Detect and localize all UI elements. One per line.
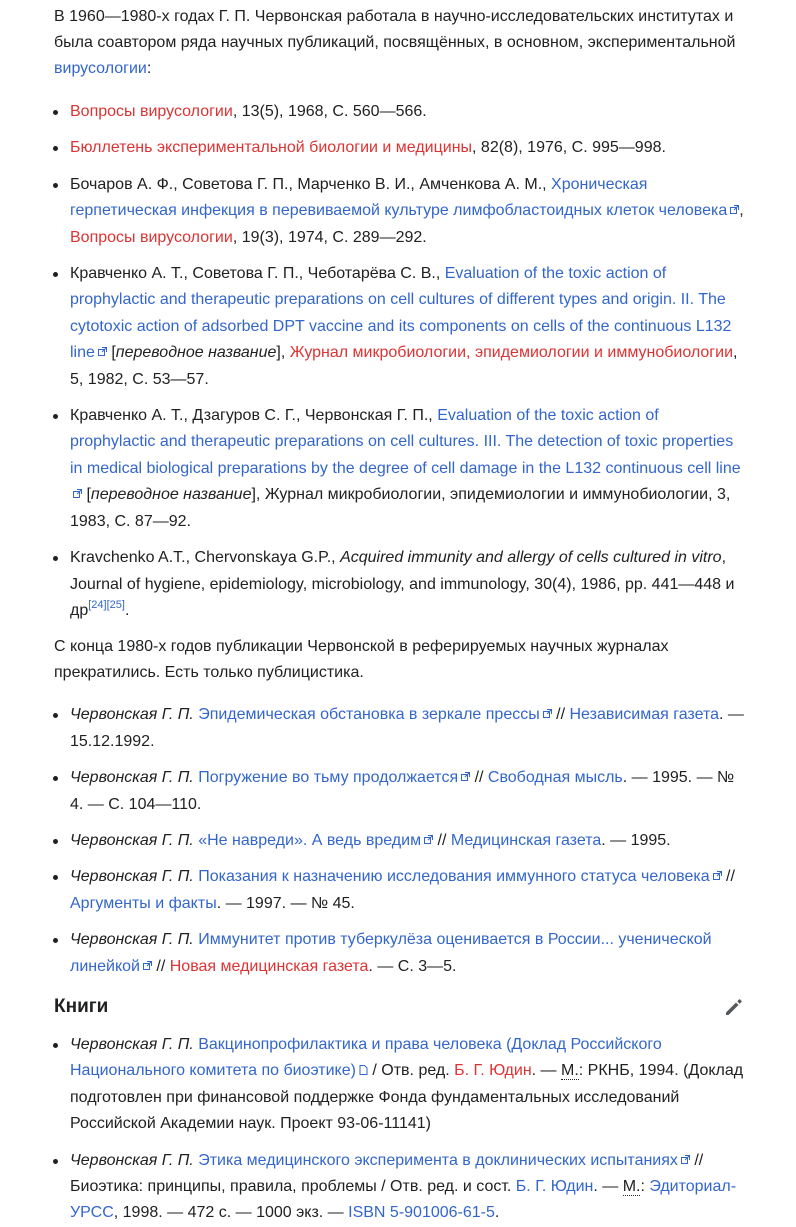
publication-title-link[interactable]: Хроническая герпетическая инфекция в перевиваемой культуре лимфобластоидных клеток человека bbox=[70, 175, 728, 220]
document-icon bbox=[359, 1065, 368, 1074]
reference-link[interactable]: [24][25] bbox=[88, 598, 125, 611]
publication-title-link[interactable]: Evaluation of the toxic action of prophylactic and therapeutic preparations on cell cultures. III. The detection of toxic properties in medical biological preparations by the degree of cell damage in the L132 continuous cell line bbox=[70, 407, 741, 477]
books-list bbox=[54, 1032, 744, 1227]
newspaper-link[interactable]: Новая медицинская газета bbox=[169, 957, 369, 975]
section-heading: Книги bbox=[54, 995, 109, 1017]
list-item: Бюллетень экспериментальной биологии и медицины, 82(8), 1976, С. 995—998. bbox=[54, 135, 744, 161]
publications-list bbox=[54, 99, 744, 624]
external-link-icon bbox=[681, 1155, 690, 1164]
books-section-header bbox=[54, 990, 744, 1024]
city-abbr: М. bbox=[622, 1178, 641, 1195]
author-name: Червонская Г. П. bbox=[70, 831, 194, 849]
external-link-icon bbox=[143, 961, 152, 970]
book-title-link[interactable]: Этика медицинского эксперимента в доклинических испытаниях bbox=[198, 1151, 678, 1169]
author-name: Червонская Г. П. bbox=[70, 1035, 194, 1053]
journal-link[interactable]: Бюллетень экспериментальной биологии и медицины bbox=[70, 139, 473, 157]
list-item: Червонская Г. П. Эпидемическая обстановка в зеркале прессы // Независимая газета. — 15.12.1992. bbox=[54, 702, 744, 755]
external-link-icon bbox=[73, 489, 82, 498]
city-abbr: М. bbox=[561, 1062, 579, 1080]
external-link-icon bbox=[713, 871, 722, 880]
author-name: Червонская Г. П. bbox=[70, 706, 194, 724]
publisher-link[interactable]: Эдиториал-УРСС bbox=[70, 1178, 737, 1222]
intro-paragraph: В 1960—1980-х годах Г. П. Червонская работала в научно-исследовательских институтах и была соавтором ряда научных публикаций, посвящённых, в основном, экспериментальной вирусологии: bbox=[54, 8, 736, 77]
list-item: Червонская Г. П. Иммунитет против туберкулёза оценивается в России... ученической линейкой // Новая медицинская газета. — С. 3—5. bbox=[54, 927, 744, 980]
article-title-link[interactable]: Погружение во тьму продолжается bbox=[198, 769, 459, 787]
list-item: Kravchenko A.T., Chervonskaya G.P., Acquired immunity and allergy of cells cultured in vitro, Journal of hygiene, epidemiology, microbiology, and immunology, 30(4), 1986, pp. 441—448 и др[24][25]. bbox=[54, 545, 744, 624]
isbn-link[interactable]: ISBN 5-901006-61-5 bbox=[348, 1204, 495, 1222]
author-name: Червонская Г. П. bbox=[70, 931, 194, 949]
publication-title-link[interactable]: Evaluation of the toxic action of prophylactic and therapeutic preparations on cell cultures of different types and origin. II. The cytotoxic action of adsorbed DPT vaccine and its components on cells of the continuous L132 line bbox=[70, 265, 732, 362]
articles-list bbox=[54, 702, 744, 980]
article-title-link[interactable]: Показания к назначению исследования иммунного статуса человека bbox=[198, 868, 710, 886]
pencil-icon[interactable] bbox=[724, 997, 744, 1017]
editor-link[interactable]: Б. Г. Юдин bbox=[454, 1062, 532, 1080]
journal-link[interactable]: Вопросы вирусологии bbox=[70, 103, 233, 120]
external-link-icon bbox=[98, 347, 107, 356]
list-item: Вопросы вирусологии, 13(5), 1968, С. 560—566. bbox=[54, 99, 744, 125]
external-link-icon bbox=[461, 772, 470, 781]
editor-link[interactable]: Б. Г. Юдин bbox=[515, 1178, 594, 1195]
author-name: Червонская Г. П. bbox=[70, 769, 194, 787]
author-name: Червонская Г. П. bbox=[70, 1151, 194, 1169]
author-name: Червонская Г. П. bbox=[70, 868, 194, 886]
external-link-icon bbox=[424, 835, 433, 844]
article-title-link[interactable]: Эпидемическая обстановка в зеркале прессы bbox=[198, 706, 540, 724]
newspaper-link[interactable]: Свободная мысль bbox=[487, 769, 623, 787]
journal-link[interactable]: Журнал микробиологии, эпидемиологии и иммунобиологии bbox=[289, 344, 734, 362]
list-item: Червонская Г. П. Показания к назначению исследования иммунного статуса человека // Аргументы и факты. — 1997. — № 45. bbox=[54, 864, 744, 917]
external-link-icon bbox=[730, 205, 739, 214]
newspaper-link[interactable]: Аргументы и факты bbox=[70, 894, 217, 912]
newspaper-link[interactable]: Независимая газета bbox=[569, 706, 719, 724]
list-item: Червонская Г. П. «Не навреди». А ведь вредим // Медицинская газета. — 1995. bbox=[54, 828, 744, 854]
list-item: Кравченко А. Т., Советова Г. П., Чеботарёва С. В., Evaluation of the toxic action of prophylactic and therapeutic preparations on cell cultures of different types and origin. II. The cytotoxic action of adsorbed DPT vaccine and its components on cells of the continuous L132 line [переводное название], Журнал микробиологии, эпидемиологии и иммунобиологии, 5, 1982, С. 53—57. bbox=[54, 261, 744, 393]
list-item: Кравченко А. Т., Дзагуров С. Г., Червонская Г. П., Evaluation of the toxic action of prophylactic and therapeutic preparations on cell cultures. III. The detection of toxic properties in medical biological preparations by the degree of cell damage in the L132 continuous cell line [переводное название], Журнал микробиологии, эпидемиологии и иммунобиологии, 3, 1983, С. 87—92. bbox=[54, 403, 744, 535]
list-item: Червонская Г. П. Вакцинопрофилактика и права человека (Доклад Российского Национального комитета по биоэтике) / Отв. ред. Б. Г. Юдин. — М.: РКНБ, 1994. (Доклад подготовлен при финансовой поддержке Фонда фундаментальных исследований Российской Академии наук. Проект 93-06-11141) bbox=[54, 1032, 744, 1138]
book-title-link[interactable]: Вакцинопрофилактика и права человека (Доклад Российского Национального комитета по биоэтике) bbox=[70, 1035, 662, 1080]
article-title-link[interactable]: Иммунитет против туберкулёза оценивается в России... ученической линейкой bbox=[70, 931, 712, 975]
list-item: Червонская Г. П. Погружение во тьму продолжается // Свободная мысль. — 1995. — № 4. — С. 104—110. bbox=[54, 765, 744, 818]
virology-link[interactable]: вирусологии bbox=[54, 60, 147, 77]
publicistics-paragraph: С конца 1980-х годов публикации Червонской в реферируемых научных журналах прекратились. Есть только публицистика. bbox=[54, 638, 669, 682]
article-title-link[interactable]: «Не навреди». А ведь вредим bbox=[198, 831, 422, 849]
list-item: Червонская Г. П. Этика медицинского эксперимента в доклинических испытаниях // Биоэтика: принципы, правила, проблемы / Отв. ред. и сост. Б. Г. Юдин. — М.: Эдиториал-УРСС, 1998. — 472 с. — 1000 экз. — ISBN 5-901006-61-5. bbox=[54, 1148, 744, 1227]
journal-link[interactable]: Вопросы вирусологии bbox=[70, 228, 233, 246]
newspaper-link[interactable]: Медицинская газета bbox=[450, 831, 602, 849]
list-item: Бочаров А. Ф., Советова Г. П., Марченко В. И., Амченкова А. М., Хроническая герпетическая инфекция в перевиваемой культуре лимфобластоидных клеток человека , Вопросы вирусологии, 19(3), 1974, С. 289—292. bbox=[54, 172, 744, 251]
external-link-icon bbox=[543, 709, 552, 718]
